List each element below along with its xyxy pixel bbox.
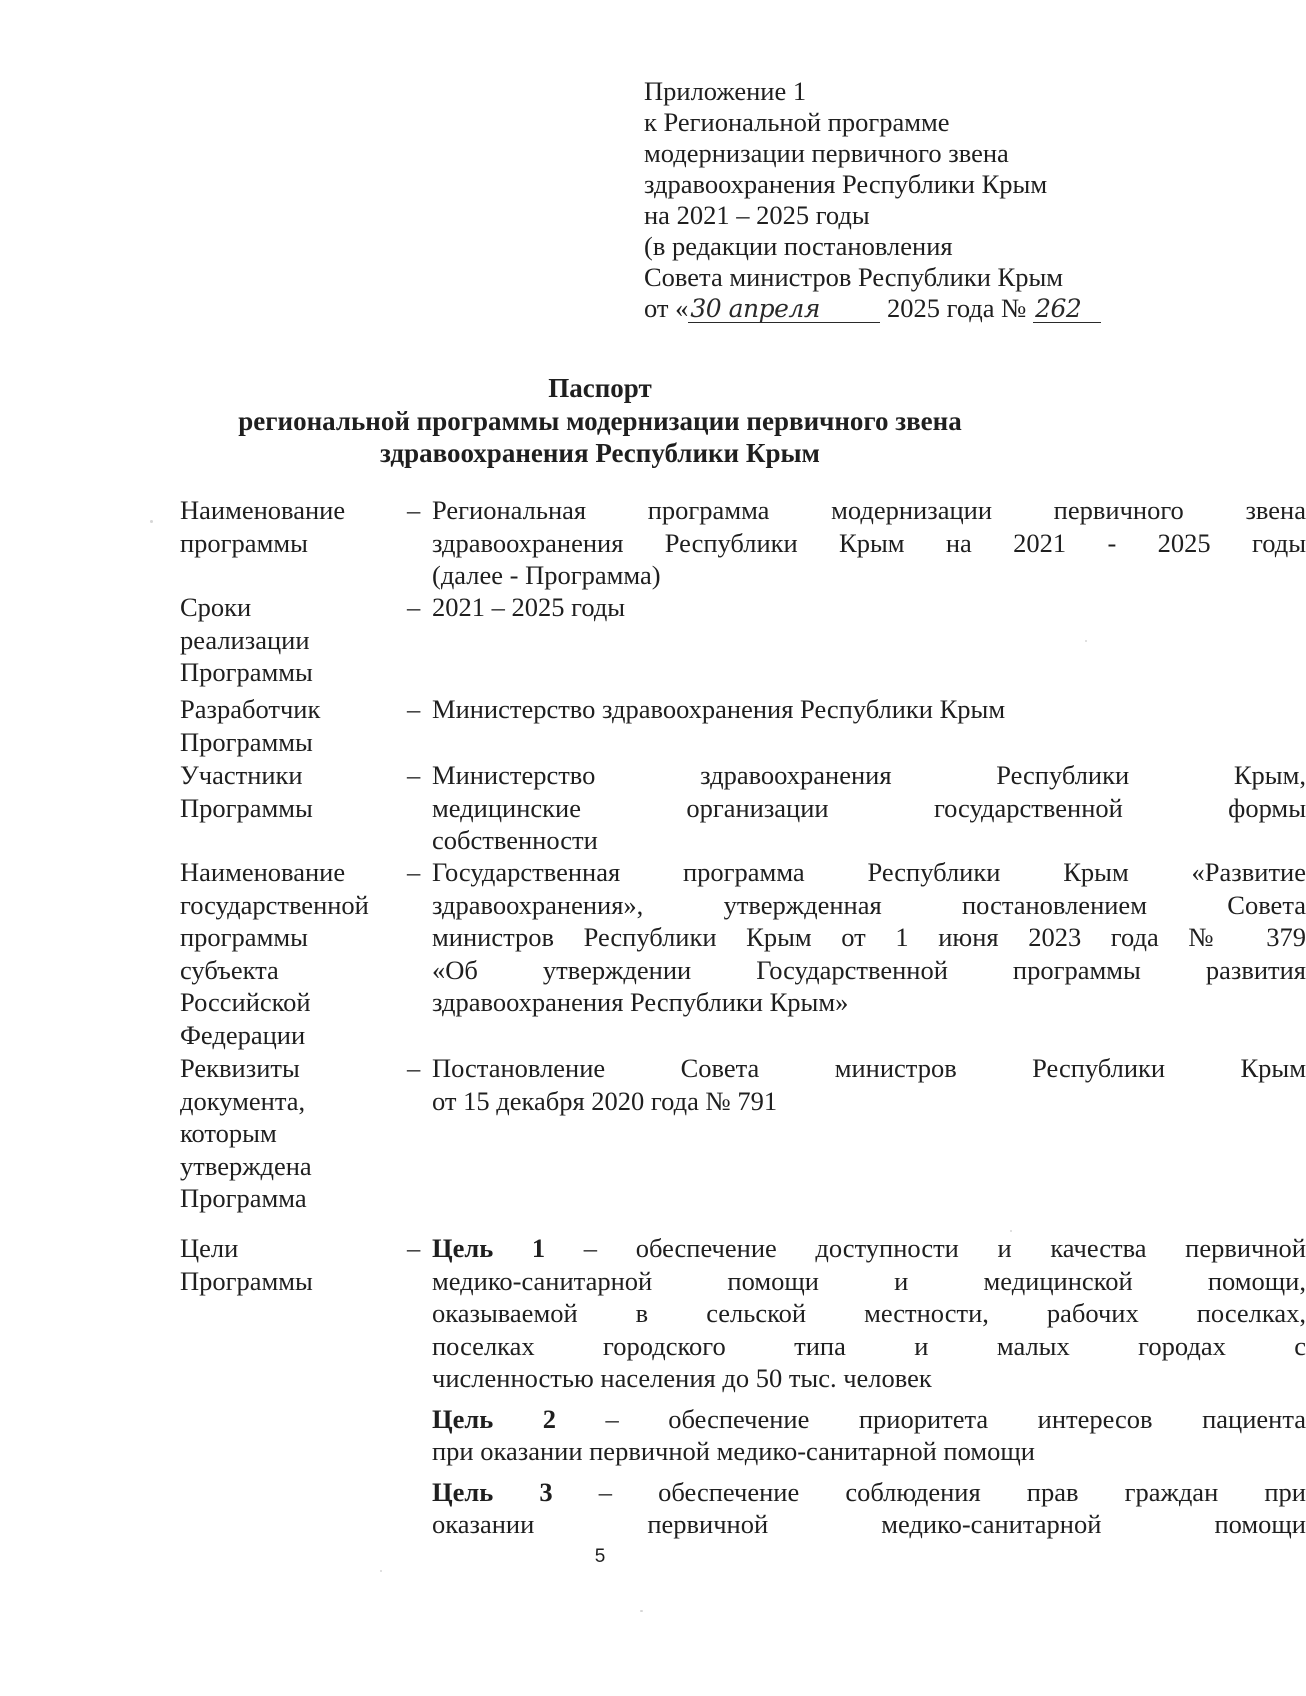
handwritten-number: 262 bbox=[1033, 296, 1101, 323]
row-value: Постановление Совета министров Республики Крым от 15 декабря 2020 года № 791 bbox=[432, 1053, 1306, 1116]
goal-item: Цель 2 – обеспечение приоритета интересов пациента при оказании первичной медико-санитарной помощи bbox=[432, 1403, 1306, 1466]
row-dash: – bbox=[407, 760, 421, 790]
row-label: Сроки реализации Программы bbox=[180, 592, 313, 687]
row-dash: – bbox=[407, 857, 421, 887]
appendix-line: на 2021 – 2025 годы bbox=[644, 200, 870, 230]
appendix-header bbox=[644, 76, 1124, 324]
goal-lead: Цель 2 bbox=[432, 1403, 557, 1434]
handwritten-date: 30 апреля bbox=[688, 296, 880, 323]
scan-speckle bbox=[1085, 640, 1087, 642]
appendix-line: модернизации первичного звена bbox=[644, 138, 1009, 168]
appendix-date-line bbox=[644, 293, 1124, 324]
appendix-line: к Региональной программе bbox=[644, 107, 950, 137]
appendix-line: (в редакции постановления bbox=[644, 231, 953, 261]
row-value: 2021 – 2025 годы bbox=[432, 592, 626, 622]
row-dash: – bbox=[407, 1053, 421, 1083]
row-dash: – bbox=[407, 495, 421, 525]
date-prefix: от « bbox=[644, 293, 689, 323]
goal-item: Цель 3 – обеспечение соблюдения прав граждан при оказании первичной медико-санитарной помощи bbox=[432, 1476, 1306, 1539]
document-subtitle-line: региональной программы модернизации первичного звена bbox=[238, 406, 962, 436]
document-title: Паспорт bbox=[548, 373, 652, 403]
row-dash: – bbox=[407, 694, 421, 724]
row-dash: – bbox=[407, 592, 421, 622]
scan-speckle bbox=[150, 520, 153, 523]
scan-speckle bbox=[1010, 1230, 1012, 1232]
row-dash: – bbox=[407, 1233, 421, 1263]
goal-lead: Цель 1 bbox=[432, 1233, 546, 1263]
row-value: Министерство здравоохранения Республики Крым bbox=[432, 694, 1006, 724]
row-label: Наименование государственной программы субъекта Российской Федерации bbox=[180, 857, 369, 1050]
row-value: Государственная программа Республики Крым «Развитие здравоохранения», утвержденная постановлением Совета министров Республики Крым от 1 июня 2023 года № 379 «Об утверждении Государственной программы развития здравоохранения Республики Крым» bbox=[432, 857, 1306, 1017]
goal-lead: Цель 3 bbox=[432, 1476, 553, 1507]
appendix-line: Совета министров Республики Крым bbox=[644, 262, 1064, 292]
row-label: Разработчик Программы bbox=[180, 694, 321, 757]
row-label: Реквизиты документа, которым утверждена Программа bbox=[180, 1053, 312, 1213]
appendix-line: здравоохранения Республики Крым bbox=[644, 169, 1048, 199]
row-value: Министерство здравоохранения Республики Крым, медицинские организации государственной формы собственности bbox=[432, 760, 1306, 855]
scan-speckle bbox=[640, 1610, 643, 1612]
row-value: Региональная программа модернизации первичного звена здравоохранения Республики Крым на 2021 - 2025 годы (далее - Программа) bbox=[432, 495, 1306, 590]
document-subtitle-line: здравоохранения Республики Крым bbox=[380, 438, 820, 468]
row-label: Участники Программы bbox=[180, 760, 313, 823]
page-number: 5 bbox=[594, 1546, 606, 1567]
row-label: Наименование программы bbox=[180, 495, 346, 558]
scan-speckle bbox=[380, 1570, 382, 1572]
goals-list bbox=[432, 1232, 1306, 1549]
row-label: Цели Программы bbox=[180, 1233, 313, 1296]
date-suffix: 2025 года № bbox=[880, 293, 1034, 323]
appendix-line: Приложение 1 bbox=[644, 76, 807, 106]
goal-item: Цель 1 – обеспечение доступности и качества первичной медико-санитарной помощи и медицинской помощи, оказываемой в сельской местности, рабочих поселках, поселках городского типа и малых городах с численностью населения до 50 тыс. человек bbox=[432, 1233, 1306, 1393]
